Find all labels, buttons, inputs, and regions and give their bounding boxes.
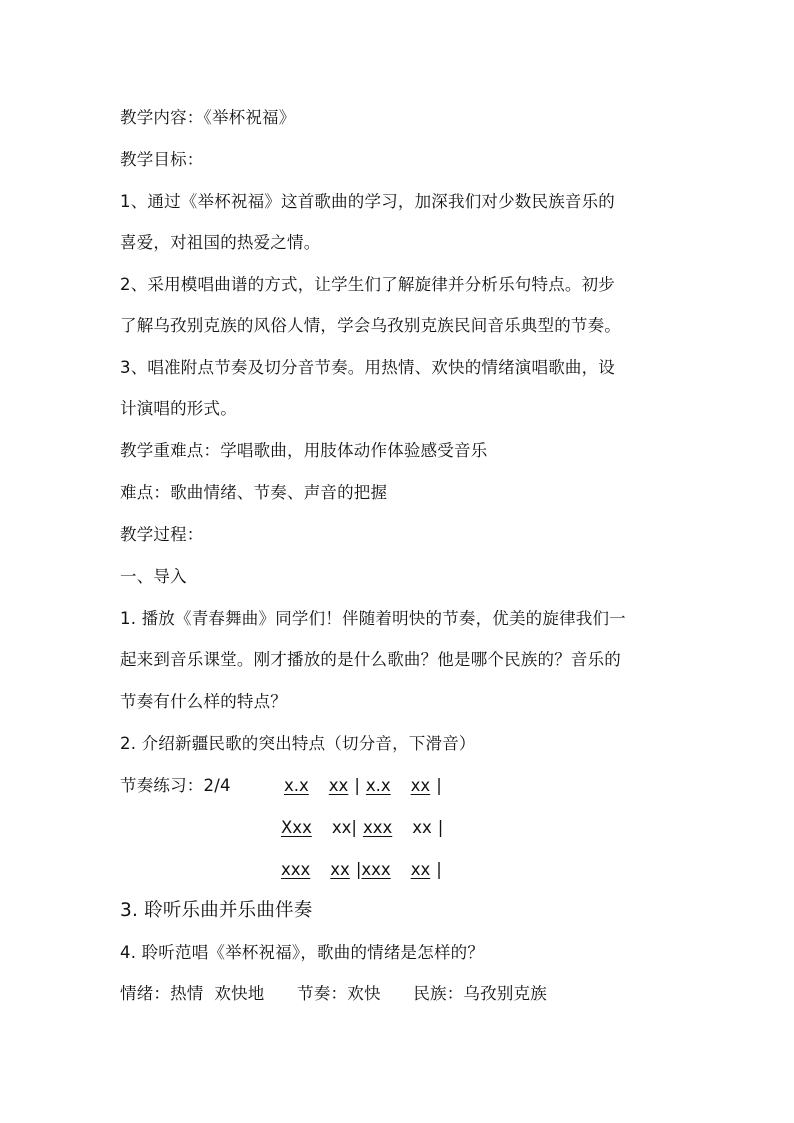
goal-2-line-2: 了解乌孜别克族的风俗人情，学会乌孜别克族民间音乐典型的节奏。 bbox=[120, 316, 621, 335]
rhythm-row-3 bbox=[281, 859, 442, 881]
bar-line: | bbox=[354, 776, 360, 795]
rhythm-note: xxx bbox=[361, 860, 391, 879]
rhythm-note: xx bbox=[410, 860, 431, 879]
rhythm-row-1 bbox=[284, 775, 442, 797]
rhythm-note: x.x bbox=[365, 776, 391, 795]
rhythm-note: xx bbox=[328, 776, 349, 795]
bar-line: | bbox=[351, 818, 357, 837]
step-1-line-2: 起来到音乐课堂。刚才播放的是什么歌曲？他是哪个民族的？音乐的 bbox=[120, 650, 621, 669]
goal-3-line-2: 计演唱的形式。 bbox=[120, 399, 237, 418]
rhythm-note: xx bbox=[412, 818, 432, 837]
rhythm-note: xxx bbox=[362, 818, 393, 837]
rhythm-note: xx bbox=[331, 818, 352, 837]
bar-line: | bbox=[436, 860, 442, 879]
bar-line: | bbox=[355, 860, 362, 879]
step-1-line-1: 1. 播放《青春舞曲》同学们！伴随着明快的节奏，优美的旋律我们一 bbox=[120, 609, 626, 628]
summary-line: 情绪：热情 欢快地 节奏：欢快 民族：乌孜别克族 bbox=[120, 984, 547, 1003]
teaching-goal-heading: 教学目标： bbox=[120, 150, 204, 169]
step-3-line: 3. 聆听乐曲并乐曲伴奏 bbox=[120, 900, 313, 921]
rhythm-note: xx bbox=[410, 776, 431, 795]
process-heading: 教学过程： bbox=[120, 525, 204, 544]
goal-1-line-1: 1、通过《举杯祝福》这首歌曲的学习，加深我们对少数民族音乐的 bbox=[120, 192, 615, 211]
step-1-line-3: 节奏有什么样的特点？ bbox=[120, 692, 287, 711]
goal-1-line-2: 喜爱，对祖国的热爱之情。 bbox=[120, 233, 321, 252]
rhythm-row-2 bbox=[281, 817, 443, 839]
goal-3-line-1: 3、唱准附点节奏及切分音节奏。用热情、欢快的情绪演唱歌曲，设 bbox=[120, 358, 615, 377]
rhythm-label: 节奏练习：2/4 bbox=[120, 776, 231, 795]
rhythm-note: x.x bbox=[284, 776, 309, 795]
bar-line: | bbox=[437, 818, 444, 837]
step-2-line: 2. 介绍新疆民歌的突出特点（切分音，下滑音） bbox=[120, 734, 476, 753]
bar-line: | bbox=[436, 776, 442, 795]
rhythm-note: xxx bbox=[281, 860, 311, 879]
key-points-line: 教学重难点：学唱歌曲，用肢体动作体验感受音乐 bbox=[120, 441, 488, 460]
difficulties-line: 难点：歌曲情绪、节奏、声音的把握 bbox=[120, 483, 388, 502]
teaching-content-line: 教学内容：《举杯祝福》 bbox=[120, 108, 296, 127]
rhythm-note: Xxx bbox=[281, 818, 312, 837]
step-4-line: 4. 聆听范唱《举杯祝福》，歌曲的情绪是怎样的？ bbox=[120, 943, 485, 962]
section-intro-heading: 一、导入 bbox=[120, 567, 187, 586]
rhythm-note: xx bbox=[330, 860, 350, 879]
goal-2-line-1: 2、采用模唱曲谱的方式，让学生们了解旋律并分析乐句特点。初步 bbox=[120, 275, 615, 294]
